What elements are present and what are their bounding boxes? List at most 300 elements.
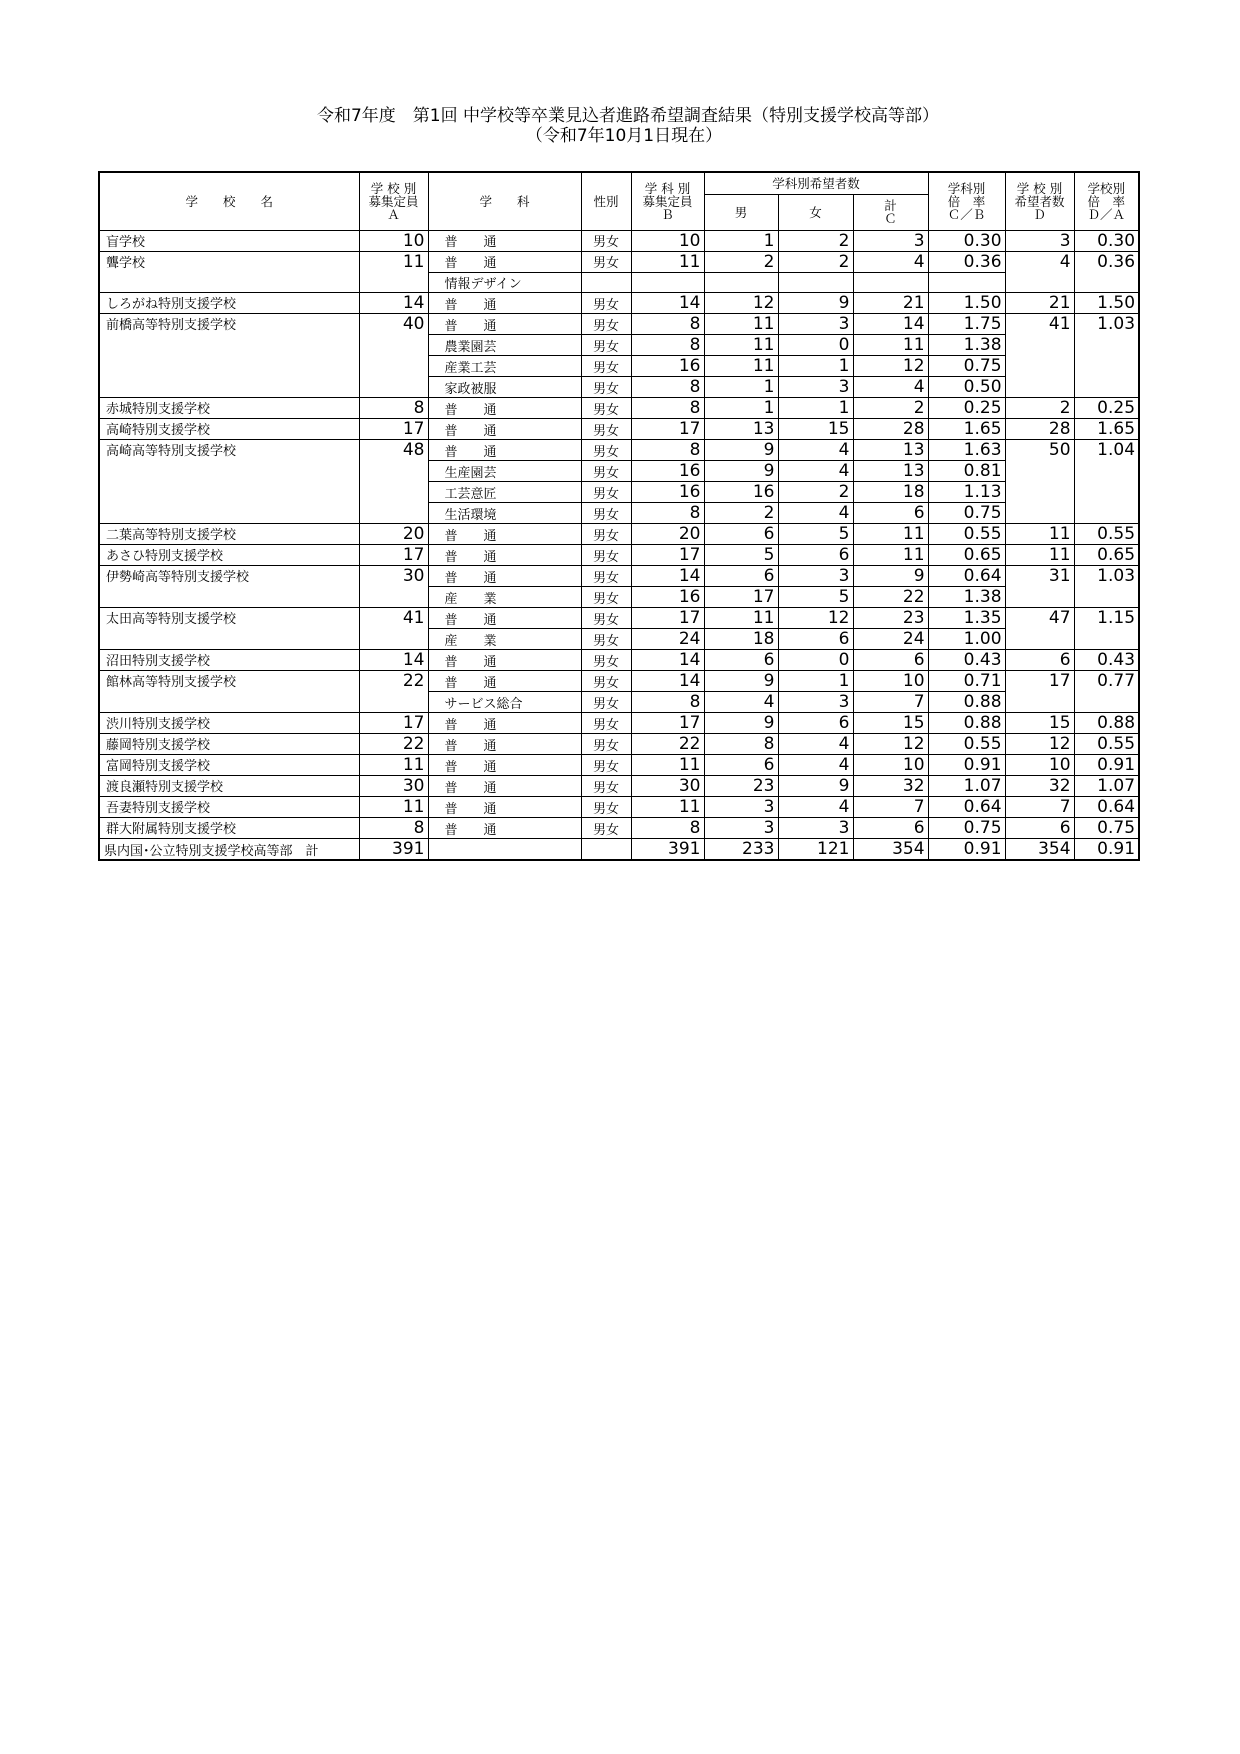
school-quota-cell: 11 [359,797,428,818]
female-cell: 2 [778,251,853,272]
table-row [99,650,1139,671]
school-ratio-cell: 0.91 [1074,755,1139,776]
school-quota-cell: 10 [359,230,428,251]
total-cell: 6 [853,503,928,524]
school-name-cell: しろがね特別支援学校 [99,293,359,314]
sex-cell: 男女 [581,671,631,692]
male-cell: 3 [704,818,778,839]
dept-ratio-cell: 1.07 [928,776,1005,797]
table-row [99,293,1139,314]
totals-empty-sex [581,839,631,861]
total-cell: 7 [853,797,928,818]
total-cell: 13 [853,440,928,461]
school-quota-cell: 41 [359,608,428,650]
total-cell: 14 [853,314,928,335]
school-name-cell: 吾妻特別支援学校 [99,797,359,818]
totals-dept-quota: 391 [631,839,704,861]
male-cell: 2 [704,251,778,272]
school-applicants-cell: 4 [1005,251,1074,293]
female-cell: 9 [778,293,853,314]
female-cell: 1 [778,356,853,377]
dept-quota-cell: 11 [631,797,704,818]
school-quota-cell: 30 [359,776,428,797]
school-applicants-cell: 28 [1005,419,1074,440]
department-cell: 普 通 [428,776,581,797]
header-school-applicants: 学 校 別 希望者数 Ｄ [1005,172,1074,230]
male-cell: 12 [704,293,778,314]
header-sex: 性別 [581,172,631,230]
sex-cell: 男女 [581,566,631,587]
sex-cell: 男女 [581,377,631,398]
female-cell: 3 [778,314,853,335]
total-cell: 24 [853,629,928,650]
female-cell: 4 [778,503,853,524]
school-ratio-cell: 1.04 [1074,440,1139,524]
school-quota-cell: 17 [359,419,428,440]
school-name-cell: 沼田特別支援学校 [99,650,359,671]
dept-quota-cell: 30 [631,776,704,797]
school-applicants-cell: 41 [1005,314,1074,398]
school-quota-cell: 22 [359,734,428,755]
header-total: 計 Ｃ [853,194,928,230]
sex-cell: 男女 [581,650,631,671]
school-applicants-cell: 6 [1005,650,1074,671]
total-cell: 10 [853,755,928,776]
school-ratio-cell: 0.30 [1074,230,1139,251]
dept-quota-cell: 22 [631,734,704,755]
department-cell: 生活環境 [428,503,581,524]
total-cell: 22 [853,587,928,608]
total-cell: 4 [853,251,928,272]
female-cell: 4 [778,734,853,755]
dept-quota-cell: 11 [631,251,704,272]
total-cell [853,272,928,293]
dept-ratio-cell: 1.65 [928,419,1005,440]
school-name-cell: 伊勢崎高等特別支援学校 [99,566,359,608]
table-row [99,776,1139,797]
school-ratio-cell: 0.25 [1074,398,1139,419]
header-female: 女 [778,194,853,230]
header-school-ratio: 学校別 倍 率 Ｄ／Ａ [1074,172,1139,230]
male-cell: 1 [704,377,778,398]
total-cell: 28 [853,419,928,440]
dept-ratio-cell: 1.00 [928,629,1005,650]
dept-ratio-cell: 0.64 [928,566,1005,587]
total-cell: 13 [853,461,928,482]
department-cell: 産業工芸 [428,356,581,377]
table-row [99,314,1139,335]
dept-ratio-cell: 1.35 [928,608,1005,629]
dept-quota-cell: 17 [631,713,704,734]
school-quota-cell: 22 [359,671,428,713]
dept-quota-cell: 14 [631,650,704,671]
table-row [99,440,1139,461]
school-ratio-cell: 0.36 [1074,251,1139,293]
total-cell: 15 [853,713,928,734]
header-school-name: 学 校 名 [99,172,359,230]
school-name-cell: 盲学校 [99,230,359,251]
dept-quota-cell: 8 [631,335,704,356]
school-ratio-cell: 1.07 [1074,776,1139,797]
female-cell: 4 [778,755,853,776]
dept-quota-cell: 14 [631,671,704,692]
department-cell: 産 業 [428,587,581,608]
total-cell: 23 [853,608,928,629]
dept-quota-cell: 16 [631,461,704,482]
dept-ratio-cell: 0.88 [928,713,1005,734]
department-cell: 農業園芸 [428,335,581,356]
male-cell: 2 [704,503,778,524]
female-cell: 2 [778,482,853,503]
department-cell: 工芸意匠 [428,482,581,503]
department-cell: 家政被服 [428,377,581,398]
sex-cell: 男女 [581,797,631,818]
department-cell: 普 通 [428,314,581,335]
dept-ratio-cell: 1.63 [928,440,1005,461]
school-ratio-cell: 1.03 [1074,566,1139,608]
school-applicants-cell: 2 [1005,398,1074,419]
school-name-cell: 群大附属特別支援学校 [99,818,359,839]
dept-ratio-cell: 0.25 [928,398,1005,419]
department-cell: 普 通 [428,419,581,440]
school-applicants-cell: 32 [1005,776,1074,797]
school-quota-cell: 14 [359,293,428,314]
total-cell: 18 [853,482,928,503]
header-dept-ratio: 学科別 倍 率 Ｃ／Ｂ [928,172,1005,230]
male-cell: 1 [704,398,778,419]
table-body [99,230,1139,839]
sex-cell: 男女 [581,755,631,776]
table-row [99,398,1139,419]
department-cell: 普 通 [428,566,581,587]
dept-quota-cell: 16 [631,482,704,503]
school-quota-cell: 20 [359,524,428,545]
school-name-cell: 渡良瀬特別支援学校 [99,776,359,797]
department-cell: 普 通 [428,230,581,251]
total-cell: 9 [853,566,928,587]
dept-ratio-cell: 0.88 [928,692,1005,713]
totals-school-quota: 391 [359,839,428,861]
totals-total: 354 [853,839,928,861]
total-cell: 32 [853,776,928,797]
female-cell: 4 [778,797,853,818]
totals-applicants: 354 [1005,839,1074,861]
table-row [99,545,1139,566]
school-applicants-cell: 47 [1005,608,1074,650]
dept-ratio-cell: 0.30 [928,230,1005,251]
department-cell: 情報デザイン [428,272,581,293]
school-quota-cell: 8 [359,398,428,419]
dept-quota-cell: 14 [631,566,704,587]
school-quota-cell: 48 [359,440,428,524]
female-cell: 6 [778,629,853,650]
dept-ratio-cell: 0.55 [928,524,1005,545]
school-ratio-cell: 0.43 [1074,650,1139,671]
school-name-cell: 赤城特別支援学校 [99,398,359,419]
school-name-cell: 高崎特別支援学校 [99,419,359,440]
male-cell: 9 [704,461,778,482]
school-quota-cell: 11 [359,251,428,293]
male-cell: 9 [704,713,778,734]
table-row [99,734,1139,755]
dept-ratio-cell: 0.75 [928,503,1005,524]
department-cell: 普 通 [428,734,581,755]
school-quota-cell: 14 [359,650,428,671]
school-name-cell: 二葉高等特別支援学校 [99,524,359,545]
school-applicants-cell: 7 [1005,797,1074,818]
sex-cell: 男女 [581,734,631,755]
table-row [99,251,1139,272]
sex-cell: 男女 [581,629,631,650]
table-row [99,671,1139,692]
male-cell: 11 [704,356,778,377]
dept-quota-cell: 10 [631,230,704,251]
female-cell: 1 [778,398,853,419]
dept-ratio-cell: 0.71 [928,671,1005,692]
dept-ratio-cell: 0.43 [928,650,1005,671]
female-cell: 0 [778,335,853,356]
sex-cell: 男女 [581,419,631,440]
sex-cell: 男女 [581,713,631,734]
department-cell: 産 業 [428,629,581,650]
total-cell: 11 [853,335,928,356]
totals-female: 121 [778,839,853,861]
dept-ratio-cell [928,272,1005,293]
school-ratio-cell: 0.77 [1074,671,1139,713]
school-name-cell: 太田高等特別支援学校 [99,608,359,650]
department-cell: 普 通 [428,818,581,839]
department-cell: 普 通 [428,524,581,545]
total-cell: 4 [853,377,928,398]
dept-quota-cell: 16 [631,356,704,377]
sex-cell: 男女 [581,818,631,839]
female-cell: 5 [778,587,853,608]
table-row [99,608,1139,629]
sex-cell [581,272,631,293]
header-department: 学 科 [428,172,581,230]
department-cell: 普 通 [428,251,581,272]
department-cell: 生産園芸 [428,461,581,482]
male-cell: 9 [704,671,778,692]
dept-ratio-cell: 1.50 [928,293,1005,314]
department-cell: 普 通 [428,440,581,461]
department-cell: 普 通 [428,398,581,419]
female-cell: 6 [778,545,853,566]
school-name-cell: 高崎高等特別支援学校 [99,440,359,524]
male-cell: 6 [704,650,778,671]
male-cell: 11 [704,608,778,629]
department-cell: 普 通 [428,713,581,734]
dept-ratio-cell: 1.38 [928,335,1005,356]
sex-cell: 男女 [581,440,631,461]
table-row [99,797,1139,818]
department-cell: 普 通 [428,293,581,314]
totals-male: 233 [704,839,778,861]
female-cell: 15 [778,419,853,440]
dept-ratio-cell: 0.75 [928,356,1005,377]
male-cell: 13 [704,419,778,440]
dept-quota-cell: 8 [631,503,704,524]
total-cell: 3 [853,230,928,251]
header-school-quota: 学 校 別 募集定員 Ａ [359,172,428,230]
sex-cell: 男女 [581,482,631,503]
female-cell: 3 [778,818,853,839]
department-cell: 普 通 [428,797,581,818]
school-ratio-cell: 0.75 [1074,818,1139,839]
sex-cell: 男女 [581,503,631,524]
school-ratio-cell: 0.55 [1074,524,1139,545]
department-cell: 普 通 [428,650,581,671]
total-cell: 11 [853,545,928,566]
school-ratio-cell: 1.65 [1074,419,1139,440]
dept-ratio-cell: 0.91 [928,755,1005,776]
department-cell: 普 通 [428,755,581,776]
dept-quota-cell: 8 [631,692,704,713]
total-cell: 6 [853,818,928,839]
total-cell: 21 [853,293,928,314]
school-ratio-cell: 1.50 [1074,293,1139,314]
school-applicants-cell: 3 [1005,230,1074,251]
dept-ratio-cell: 1.13 [928,482,1005,503]
totals-school-ratio: 0.91 [1074,839,1139,861]
table-row [99,755,1139,776]
school-applicants-cell: 6 [1005,818,1074,839]
school-quota-cell: 8 [359,818,428,839]
school-quota-cell: 17 [359,545,428,566]
department-cell: サービス総合 [428,692,581,713]
sex-cell: 男女 [581,692,631,713]
school-applicants-cell: 10 [1005,755,1074,776]
female-cell: 2 [778,230,853,251]
female-cell [778,272,853,293]
female-cell: 12 [778,608,853,629]
male-cell: 23 [704,776,778,797]
department-cell: 普 通 [428,545,581,566]
sex-cell: 男女 [581,461,631,482]
total-cell: 11 [853,524,928,545]
dept-ratio-cell: 0.81 [928,461,1005,482]
school-name-cell: 渋川特別支援学校 [99,713,359,734]
school-ratio-cell: 1.15 [1074,608,1139,650]
male-cell: 6 [704,755,778,776]
dept-ratio-cell: 1.38 [928,587,1005,608]
header-male: 男 [704,194,778,230]
dept-quota-cell: 8 [631,440,704,461]
school-quota-cell: 11 [359,755,428,776]
female-cell: 3 [778,692,853,713]
school-quota-cell: 40 [359,314,428,398]
dept-quota-cell: 8 [631,377,704,398]
table-row [99,524,1139,545]
totals-empty-dept [428,839,581,861]
male-cell [704,272,778,293]
school-quota-cell: 30 [359,566,428,608]
school-applicants-cell: 50 [1005,440,1074,524]
total-cell: 12 [853,356,928,377]
table-row [99,230,1139,251]
dept-ratio-cell: 1.75 [928,314,1005,335]
male-cell: 6 [704,566,778,587]
sex-cell: 男女 [581,251,631,272]
header-dept-quota: 学 科 別 募集定員 Ｂ [631,172,704,230]
male-cell: 16 [704,482,778,503]
school-ratio-cell: 1.03 [1074,314,1139,398]
school-name-cell: 館林高等特別支援学校 [99,671,359,713]
female-cell: 1 [778,671,853,692]
school-ratio-cell: 0.88 [1074,713,1139,734]
female-cell: 3 [778,566,853,587]
female-cell: 4 [778,440,853,461]
sex-cell: 男女 [581,293,631,314]
school-ratio-cell: 0.55 [1074,734,1139,755]
dept-ratio-cell: 0.65 [928,545,1005,566]
table-row [99,566,1139,587]
dept-quota-cell: 24 [631,629,704,650]
totals-dept-ratio: 0.91 [928,839,1005,861]
male-cell: 11 [704,335,778,356]
total-cell: 2 [853,398,928,419]
sex-cell: 男女 [581,314,631,335]
female-cell: 4 [778,461,853,482]
table-row [99,713,1139,734]
school-applicants-cell: 15 [1005,713,1074,734]
school-applicants-cell: 11 [1005,524,1074,545]
male-cell: 3 [704,797,778,818]
table-row [99,818,1139,839]
male-cell: 18 [704,629,778,650]
school-name-cell: あさひ特別支援学校 [99,545,359,566]
school-quota-cell: 17 [359,713,428,734]
male-cell: 1 [704,230,778,251]
sex-cell: 男女 [581,398,631,419]
school-name-cell: 聾学校 [99,251,359,293]
dept-quota-cell: 20 [631,524,704,545]
school-applicants-cell: 11 [1005,545,1074,566]
dept-quota-cell: 17 [631,608,704,629]
sex-cell: 男女 [581,776,631,797]
school-name-cell: 富岡特別支援学校 [99,755,359,776]
dept-ratio-cell: 0.36 [928,251,1005,272]
dept-quota-cell: 17 [631,419,704,440]
dept-ratio-cell: 0.64 [928,797,1005,818]
school-ratio-cell: 0.65 [1074,545,1139,566]
total-cell: 10 [853,671,928,692]
dept-ratio-cell: 0.75 [928,818,1005,839]
male-cell: 5 [704,545,778,566]
dept-quota-cell [631,272,704,293]
sex-cell: 男女 [581,587,631,608]
header-applicants-group: 学科別希望者数 [704,172,928,194]
page-title: 令和7年度 第1回 中学校等卒業見込者進路希望調査結果（特別支援学校高等部） [316,106,940,126]
total-cell: 7 [853,692,928,713]
sex-cell: 男女 [581,356,631,377]
school-applicants-cell: 12 [1005,734,1074,755]
school-ratio-cell: 0.64 [1074,797,1139,818]
table-row [99,419,1139,440]
female-cell: 5 [778,524,853,545]
page-subtitle: （令和7年10月1日現在） [525,126,723,146]
female-cell: 6 [778,713,853,734]
male-cell: 11 [704,314,778,335]
sex-cell: 男女 [581,608,631,629]
dept-quota-cell: 8 [631,314,704,335]
dept-ratio-cell: 0.55 [928,734,1005,755]
department-cell: 普 通 [428,608,581,629]
male-cell: 6 [704,524,778,545]
school-name-cell: 藤岡特別支援学校 [99,734,359,755]
male-cell: 9 [704,440,778,461]
female-cell: 9 [778,776,853,797]
